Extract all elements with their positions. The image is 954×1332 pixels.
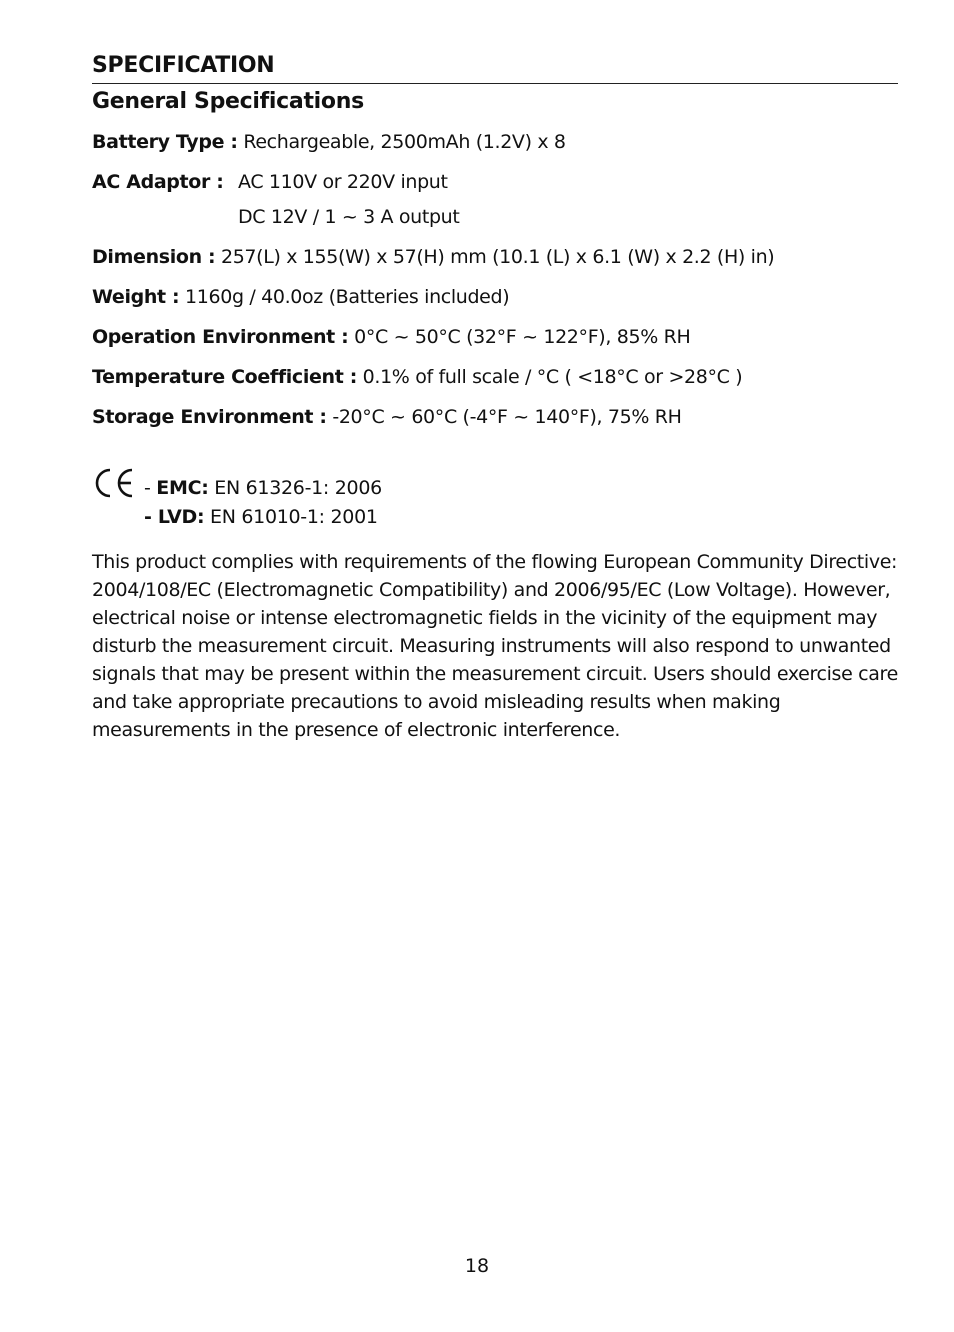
spec-operation-environment <box>92 324 898 350</box>
spec-label: Weight : <box>92 286 180 308</box>
ce-mark-icon <box>92 466 136 504</box>
spec-dimension <box>92 244 898 270</box>
page-number: 18 <box>464 1255 490 1277</box>
spec-value: 0°C ~ 50°C (32°F ~ 122°F), 85% RH <box>348 326 691 348</box>
spec-label: AC Adaptor : <box>92 171 224 193</box>
ce-standards <box>144 474 382 532</box>
ce-compliance-block <box>92 474 898 540</box>
spec-value-list <box>238 169 459 230</box>
compliance-paragraph: This product complies with requirements of the flowing European Community Directive: 2004/108/EC (Electromagnetic Compatibility) and 2006/95/EC (Low Voltage). However, electrical noise or intense electromagnetic fields in the vicinity of the equipment may disturb the measurement circuit. Measuring instruments will also respond to unwanted signals that may be present within the measurement circuit. Users should exercise care and take appropriate precautions to avoid misleading results when making measurements in the presence of electronic interference. <box>92 551 898 741</box>
emc-prefix: - <box>144 477 157 499</box>
lvd-label: - LVD: <box>144 506 205 528</box>
spec-value: Rechargeable, 2500mAh (1.2V) x 8 <box>237 131 566 153</box>
spec-ac-adaptor <box>92 169 898 230</box>
spec-temperature-coefficient <box>92 364 898 390</box>
spec-value: -20°C ~ 60°C (-4°F ~ 140°F), 75% RH <box>326 406 682 428</box>
lvd-line <box>144 503 382 532</box>
emc-value: EN 61326-1: 2006 <box>208 477 382 499</box>
spec-value: 1160g / 40.0oz (Batteries included) <box>179 286 510 308</box>
manual-page <box>92 52 898 744</box>
spec-label: Battery Type : <box>92 131 238 153</box>
emc-label: EMC: <box>156 477 209 499</box>
section-title: SPECIFICATION <box>92 52 898 84</box>
spec-label: Storage Environment : <box>92 406 327 428</box>
emc-line <box>144 474 382 503</box>
spec-battery-type <box>92 129 898 155</box>
spec-label: Temperature Coefficient : <box>92 366 357 388</box>
spec-value: DC 12V / 1 ~ 3 A output <box>238 206 460 228</box>
subsection-title: General Specifications <box>92 89 364 114</box>
spec-label: Operation Environment : <box>92 326 349 348</box>
spec-value: AC 110V or 220V input <box>238 171 448 193</box>
spec-value: 0.1% of full scale / °C ( <18°C or >28°C ) <box>356 366 743 388</box>
lvd-value: EN 61010-1: 2001 <box>204 506 378 528</box>
spec-weight <box>92 284 898 310</box>
spec-value: 257(L) x 155(W) x 57(H) mm (10.1 (L) x 6.1 (W) x 2.2 (H) in) <box>215 246 775 268</box>
spec-label: Dimension : <box>92 246 216 268</box>
spec-storage-environment <box>92 404 898 430</box>
